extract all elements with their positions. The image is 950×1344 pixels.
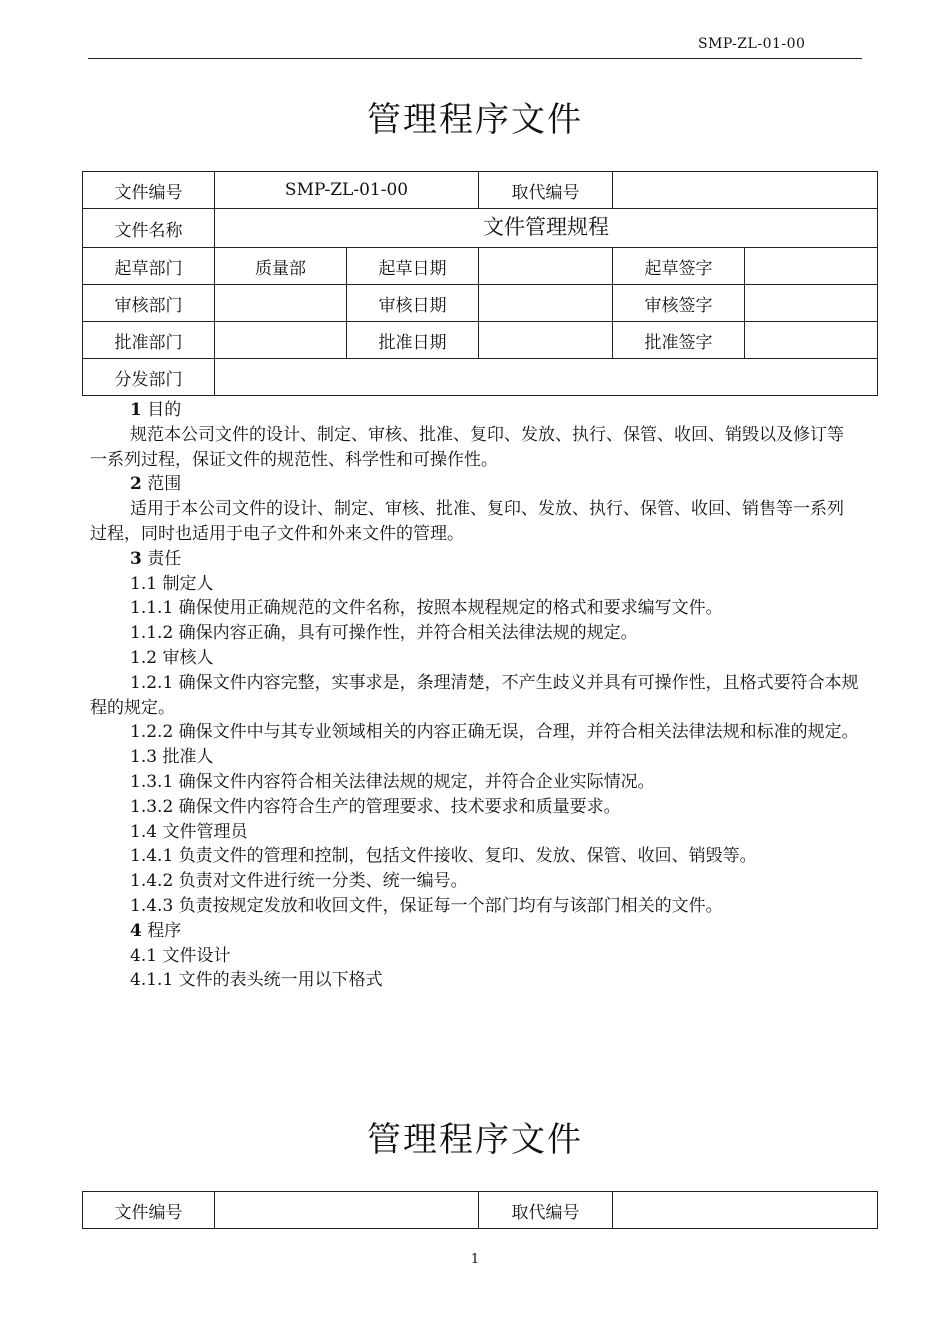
file-name-label: 文件名称 (83, 209, 215, 248)
table-row (83, 209, 878, 248)
approve-date-value (479, 322, 613, 359)
paragraph: 4.1.1 文件的表头统一用以下格式 (130, 970, 383, 991)
paragraph: 1.4.2 负责对文件进行统一分类、统一编号。 (130, 871, 468, 892)
table-row (83, 172, 878, 209)
draft-dept-value: 质量部 (215, 248, 347, 285)
paragraph: 规范本公司文件的设计、制定、审核、批准、复印、发放、执行、保管、收回、销毁以及修订等一系列过程，保证文件的规范性、科学性和可操作性。 (90, 424, 844, 470)
paragraph: 1.1.1 确保使用正确规范的文件名称，按照本规程规定的格式和要求编写文件。 (130, 598, 723, 619)
review-dept-value (215, 285, 347, 322)
paragraph: 1.3 批准人 (130, 747, 214, 768)
table-row (83, 1192, 878, 1229)
approve-dept-label: 批准部门 (83, 322, 215, 359)
dist-dept-value (215, 359, 878, 396)
table-row (83, 285, 878, 322)
section-heading: 1 目的 (130, 400, 182, 420)
paragraph: 1.4 文件管理员 (130, 821, 248, 842)
review-date-label: 审核日期 (347, 285, 479, 322)
paragraph: 1.2 审核人 (130, 647, 214, 668)
sample-replace-no-value (613, 1192, 878, 1229)
approve-sign-value (745, 322, 878, 359)
replace-no-label: 取代编号 (479, 172, 613, 209)
paragraph: 1.3.2 确保文件内容符合生产的管理要求、技术要求和质量要求。 (130, 796, 621, 817)
sample-replace-no-label: 取代编号 (479, 1192, 613, 1229)
file-no-label: 文件编号 (83, 172, 215, 209)
template-sample-table (82, 1191, 878, 1229)
table-row (83, 322, 878, 359)
approve-date-label: 批准日期 (347, 322, 479, 359)
review-dept-label: 审核部门 (83, 285, 215, 322)
paragraph: 1.4.3 负责按规定发放和收回文件，保证每一个部门均有与该部门相关的文件。 (130, 895, 723, 916)
file-no-value: SMP-ZL-01-00 (215, 172, 479, 209)
section-heading: 2 范围 (130, 474, 182, 495)
page-number: 1 (470, 1252, 480, 1267)
draft-date-label: 起草日期 (347, 248, 479, 285)
header-divider (88, 58, 862, 59)
document-body (90, 398, 860, 993)
paragraph: 适用于本公司文件的设计、制定、审核、批准、复印、发放、执行、保管、收回、销售等一系列过程，同时也适用于电子文件和外来文件的管理。 (90, 499, 844, 544)
approve-sign-label: 批准签字 (613, 322, 745, 359)
dist-dept-label: 分发部门 (83, 359, 215, 396)
review-date-value (479, 285, 613, 322)
draft-date-value (479, 248, 613, 285)
section-heading: 4 程序 (130, 920, 182, 941)
paragraph: 1.3.1 确保文件内容符合相关法律法规的规定，并符合企业实际情况。 (130, 771, 655, 792)
paragraph: 1.4.1 负责文件的管理和控制，包括文件接收、复印、发放、保管、收回、销毁等。 (130, 846, 757, 867)
paragraph: 1.1.2 确保内容正确，具有可操作性，并符合相关法律法规的规定。 (130, 623, 638, 644)
approve-dept-value (215, 322, 347, 359)
table-row (83, 248, 878, 285)
section-heading: 3 责任 (130, 548, 182, 569)
paragraph: 1.1 制定人 (130, 573, 214, 594)
document-title: 管理程序文件 (367, 100, 583, 140)
paragraph: 1.2.2 确保文件中与其专业领域相关的内容正确无误，合理，并符合相关法律法规和标准的规定。 (130, 722, 859, 743)
review-sign-label: 审核签字 (613, 285, 745, 322)
paragraph: 1.2.1 确保文件内容完整，实事求是，条理清楚，不产生歧义并具有可操作性，且格式要符合本规程的规定。 (90, 672, 859, 718)
review-sign-value (745, 285, 878, 322)
sample-file-no-label: 文件编号 (83, 1192, 215, 1229)
document-info-table (82, 171, 878, 396)
paragraph: 4.1 文件设计 (130, 945, 231, 966)
replace-no-value (613, 172, 878, 209)
table-row (83, 359, 878, 396)
draft-sign-label: 起草签字 (613, 248, 745, 285)
template-sample-title: 管理程序文件 (367, 1120, 583, 1160)
file-name-value: 文件管理规程 (215, 209, 878, 248)
draft-sign-value (745, 248, 878, 285)
draft-dept-label: 起草部门 (83, 248, 215, 285)
sample-file-no-value (215, 1192, 479, 1229)
header-doc-code: SMP-ZL-01-00 (698, 36, 806, 52)
